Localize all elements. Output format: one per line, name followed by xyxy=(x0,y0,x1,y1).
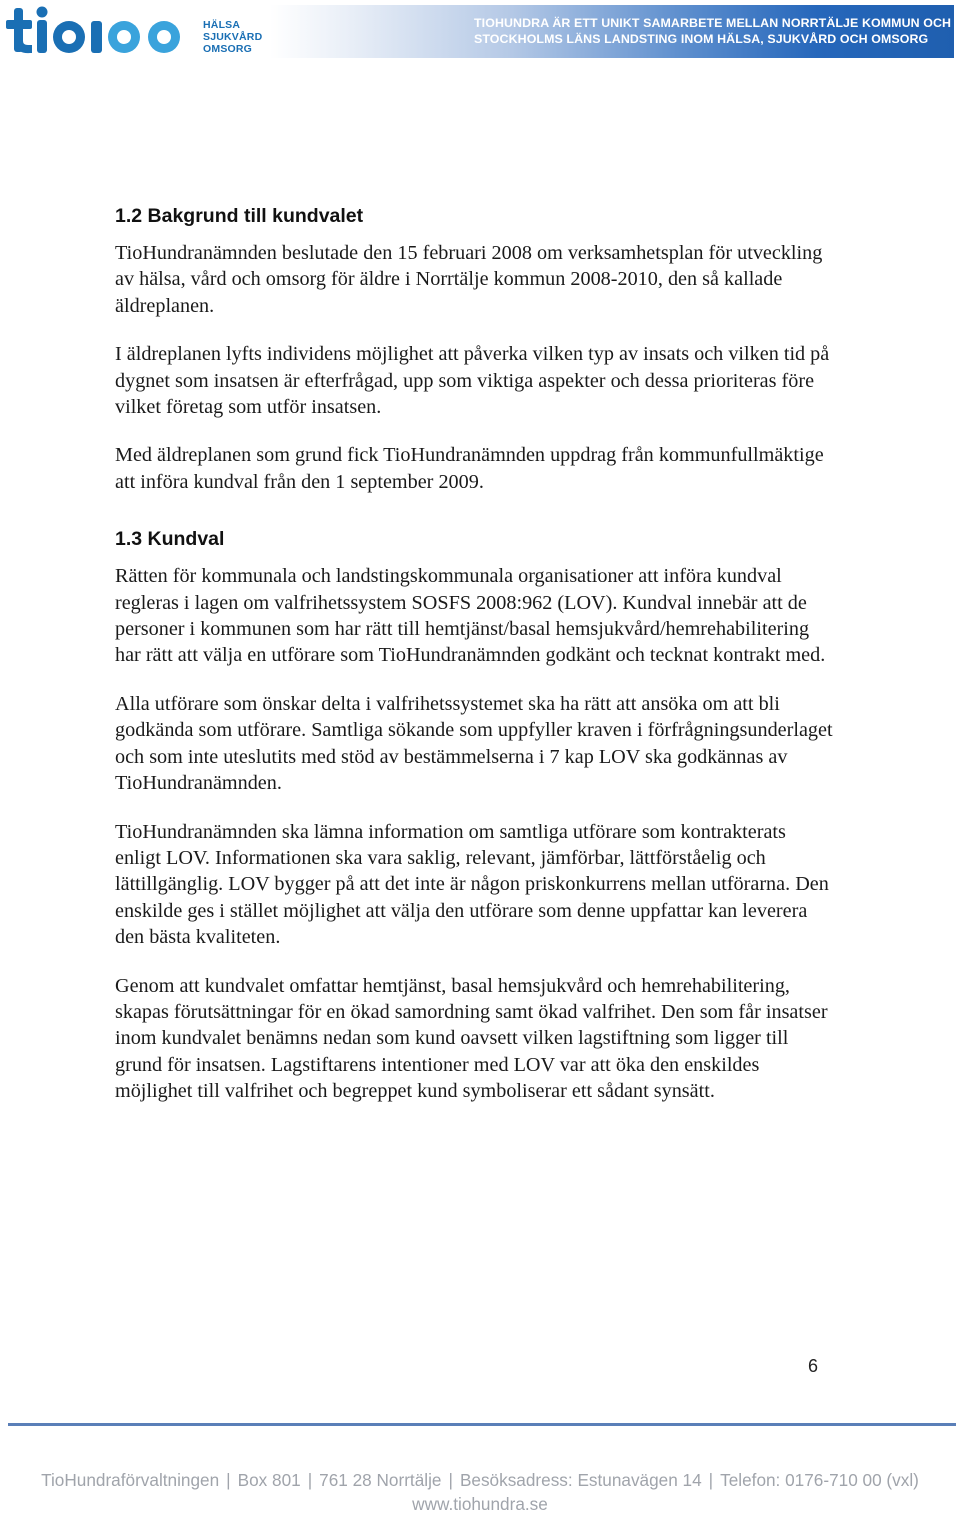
page-number: 6 xyxy=(808,1356,819,1376)
footer-item: Box 801 xyxy=(237,1470,301,1490)
footer-item: Telefon: 0176-710 00 (vxl) xyxy=(720,1470,919,1490)
paragraph: TioHundranämnden ska lämna information om samtliga utförare som kontrakterats enligt LOV. Informationen ska vara saklig, relevant, jämförbar, lättförståelig och lättillgänglig. LOV bygger på att det inte är någon priskonkurrens mellan utförarna. Den enskilde ges i stället möjlighet att välja den utförare som denne uppfattar kan leverera den bästa kvaliteten. xyxy=(115,820,829,949)
footer-website-link[interactable]: www.tiohundra.se xyxy=(412,1494,548,1514)
logo-subtitle-line: HÄLSA xyxy=(203,19,241,31)
logo-subtitle xyxy=(203,19,273,55)
footer-item: TioHundraförvaltningen xyxy=(41,1470,220,1490)
footer-separator: | xyxy=(708,1470,714,1490)
footer-separator: | xyxy=(448,1470,453,1490)
footer-contact-row xyxy=(0,1468,960,1492)
document-body xyxy=(115,204,835,1127)
header-banner xyxy=(270,5,954,58)
logo-subtitle-line: SJUKVÅRD xyxy=(203,31,263,43)
paragraph: Med äldreplanen som grund fick TioHundranämnden uppdrag från kommunfullmäktige att införa kundval från den 1 september 2009. xyxy=(115,444,824,493)
paragraph: Rätten för kommunala och landstingskommunala organisationer att införa kundval regleras i lagen om valfrihetssystem SOSFS 2008:962 (LOV). Kundval innebär att de personer i kommunen som har rätt till hemtjänst/basal hemsjukvård/hemrehabilitering har rätt att välja en utförare som TioHundranämnden godkänt och tecknat kontrakt med. xyxy=(115,565,826,667)
section-heading: 1.3 Kundval xyxy=(115,528,225,551)
paragraph: TioHundranämnden beslutade den 15 februari 2008 om verksamhetsplan för utveckling av hälsa, vård och omsorg för äldre i Norrtälje kommun 2008-2010, den så kallade äldreplanen. xyxy=(115,242,823,317)
paragraph: I äldreplanen lyfts individens möjlighet att påverka vilken typ av insats och vilken tid på dygnet som insatsen är efterfrågad, upp som viktiga aspekter och dessa prioriteras före vilket företag som utför insatsen. xyxy=(115,343,830,419)
paragraph: Alla utförare som önskar delta i valfrihetssystemet ska ha rätt att ansöka om att bli godkända som utförare. Samtliga sökande som uppfyller kraven i förfrågningsunderlaget och som inte uteslutits med stöd av bestämmelserna i 7 kap LOV ska godkännas av TioHundranämnden. xyxy=(115,692,833,795)
banner-line: STOCKHOLMS LÄNS LANDSTING INOM HÄLSA, SJUKVÅRD OCH OMSORG xyxy=(474,32,929,46)
page-footer xyxy=(0,1468,960,1516)
footer-separator: | xyxy=(307,1470,313,1490)
banner-line: TIOHUNDRA ÄR ETT UNIKT SAMARBETE MELLAN NORRTÄLJE KOMMUN OCH xyxy=(474,16,952,30)
footer-item: Besöksadress: Estunavägen 14 xyxy=(459,1470,702,1490)
logo-subtitle-line: OMSORG xyxy=(203,43,253,55)
section-spacer xyxy=(115,495,835,527)
section-heading: 1.2 Bakgrund till kundvalet xyxy=(115,205,364,227)
banner-text xyxy=(474,15,952,47)
tio100-logo xyxy=(6,6,191,58)
footer-separator: | xyxy=(226,1470,231,1490)
footer-divider xyxy=(8,1423,956,1426)
paragraph: Genom att kundvalet omfattar hemtjänst, basal hemsjukvård och hemrehabilitering, skapas förutsättningar för en ökad samordning samt ökad valfrihet. Den som får insatser inom kundvalet benämns nedan som kund oavsett vilken lagstiftning som ligger till grund för insatsen. Lagstiftarens intentioner med LOV var att öka den enskildes möjlighet till valfrihet och begreppet kund symboliserar ett sådant synsätt. xyxy=(115,974,828,1103)
footer-item: 761 28 Norrtälje xyxy=(319,1470,442,1490)
page-header xyxy=(0,0,960,62)
